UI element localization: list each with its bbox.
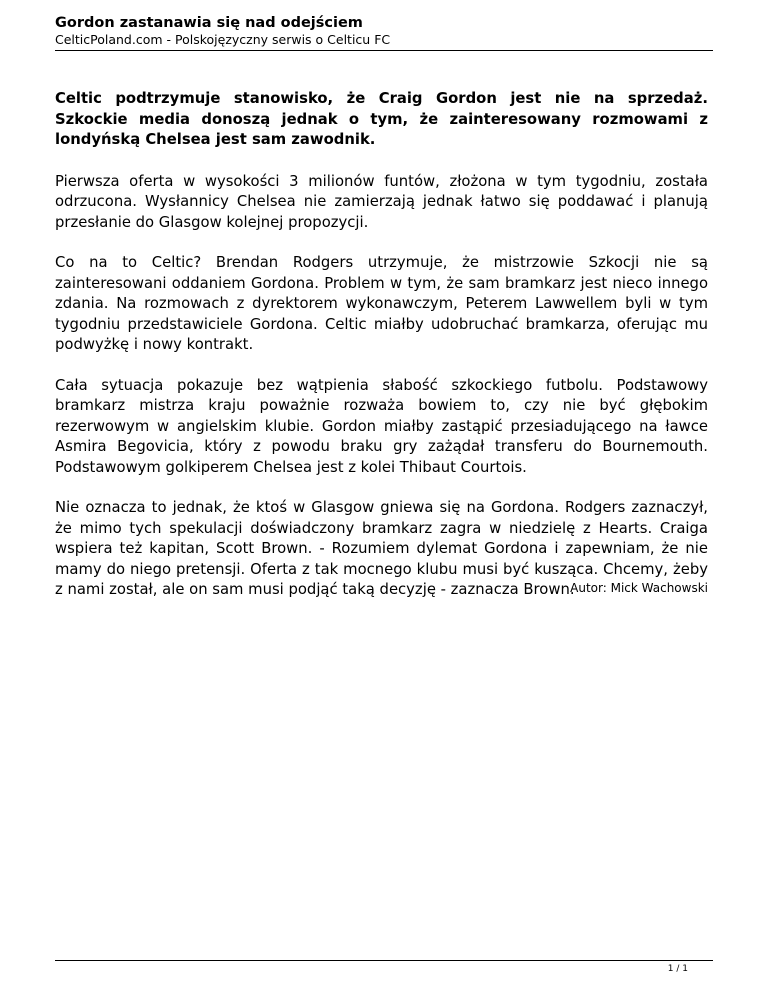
article-paragraph: Pierwsza oferta w wysokości 3 milionów funtów, złożona w tym tygodniu, została odrzucona. Wysłannicy Chelsea nie zamierzają jednak łatwo się poddawać i planują przesłanie do Glasgow kolejnej propozycji. [55,172,708,231]
article-lead: Celtic podtrzymuje stanowisko, że Craig Gordon jest nie na sprzedaż. Szkockie media donoszą jednak o tym, że zainteresowany rozmowami z londyńską Chelsea jest sam zawodnik. [55,90,708,148]
page-number: 1 / 1 [667,964,688,974]
article-title: Gordon zastanawia się nad odejściem [55,15,363,31]
site-subtitle: CelticPoland.com - Polskojęzyczny serwis o Celticu FC [55,32,391,47]
article-author: Autor: Mick Wachowski [570,581,708,595]
footer-divider [55,960,713,961]
article-paragraph: Cała sytuacja pokazuje bez wątpienia słabość szkockiego futbolu. Podstawowy bramkarz mistrza kraju poważnie rozważa bowiem to, czy nie być głębokim rezerwowym w angielskim klubie. Gordon miałby zastąpić przesiadującego na ławce Asmira Begovicia, który z powodu braku gry zażądał transferu do Bournemouth. Podstawowym golkiperem Chelsea jest z kolei Thibaut Courtois. [55,376,708,476]
header-divider [55,50,713,51]
page-header [55,14,713,48]
article-paragraph: Nie oznacza to jednak, że ktoś w Glasgow gniewa się na Gordona. Rodgers zaznaczył, że mimo tych spekulacji doświadczony bramkarz zagra w niedzielę z Hearts. Craiga wspiera też kapitan, Scott Brown. - Rozumiem dylemat Gordona i zapewniam, że nie mamy do niego pretensji. Oferta z tak mocnego klubu musi być kusząca. Chcemy, żeby z nami został, ale on sam musi podjąć taką decyzję - zaznacza Brown. [55,499,708,598]
article-paragraph: Co na to Celtic? Brendan Rodgers utrzymuje, że mistrzowie Szkocji nie są zainteresowani oddaniem Gordona. Problem w tym, że sam bramkarz jest nieco innego zdania. Na rozmowach z dyrektorem wykonawczym, Peterem Lawwellem byli w tym tygodniu przedstawiciele Gordona. Celtic miałby udobruchać bramkarza, oferując mu podwyżkę i nowy kontrakt. [55,254,708,353]
article-body [55,89,708,621]
